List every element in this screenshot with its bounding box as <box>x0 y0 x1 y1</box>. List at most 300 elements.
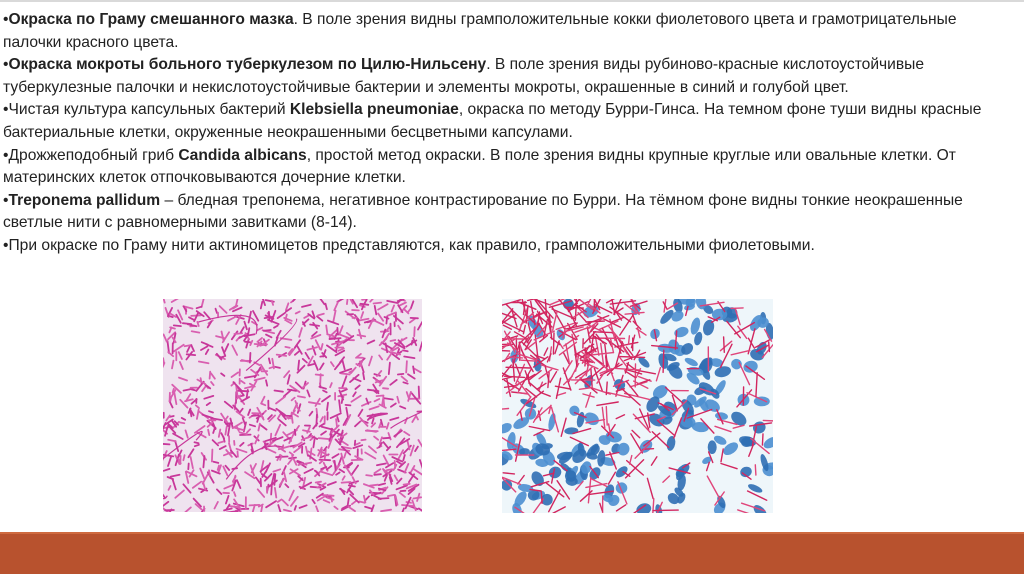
bacterium-rod <box>172 299 182 302</box>
acid-fast-rod <box>715 426 731 431</box>
bacterium-rod <box>301 483 312 489</box>
bacterium-rod <box>224 485 233 489</box>
bacterium-rod <box>168 457 171 466</box>
bacterium-rod <box>295 506 296 510</box>
bacterium-rod <box>250 505 260 506</box>
bacterium-rod <box>163 493 165 498</box>
bacterium-rod <box>195 445 199 446</box>
acid-fast-rod <box>756 373 757 397</box>
acid-fast-rod <box>651 457 657 465</box>
bacterium-rod <box>407 392 409 398</box>
bacterium-rod <box>392 305 395 311</box>
bacterium-rod <box>277 355 287 356</box>
yeast-cell <box>742 359 759 374</box>
acid-fast-rod <box>529 427 549 431</box>
bacterium-rod <box>166 416 170 421</box>
acid-fast-rod <box>550 372 556 383</box>
acid-fast-rod <box>762 434 763 445</box>
bacterium-rod <box>278 414 280 418</box>
acid-fast-rod <box>631 434 643 453</box>
bacterium-rod <box>343 476 345 480</box>
acid-fast-rod <box>625 312 644 314</box>
bacterium-rod <box>359 330 361 339</box>
bacterium-rod <box>283 445 284 449</box>
bacterium-rod <box>264 330 271 331</box>
bacterium-rod <box>180 362 183 369</box>
acid-fast-rod <box>647 478 653 498</box>
yeast-cell <box>729 409 750 429</box>
bacterium-rod <box>201 346 207 350</box>
bacterium-rod <box>365 453 375 459</box>
bacterium-rod <box>412 417 415 422</box>
bacterium-rod <box>327 403 328 410</box>
bacterium-rod <box>321 344 323 350</box>
bacterium-rod <box>212 450 213 462</box>
bacterium-rod <box>373 320 384 325</box>
acid-fast-rod <box>506 367 530 368</box>
bacterium-rod <box>333 311 335 322</box>
bacterium-rod <box>390 418 398 420</box>
bacterium-rod <box>258 489 265 497</box>
bacterium-rod <box>320 356 324 357</box>
bacterium-rod <box>202 300 204 308</box>
bacterium-rod <box>346 408 348 419</box>
bacterium-rod <box>321 431 326 434</box>
bacterium-rod <box>226 511 237 512</box>
bacterium-rod <box>320 460 331 461</box>
ziehl-neelsen-micrograph-image <box>502 299 773 513</box>
bacterium-rod <box>412 393 419 401</box>
bacterium-rod <box>307 347 317 350</box>
bacterium-rod <box>274 474 275 485</box>
bacterium-rod <box>360 319 369 321</box>
bacterium-rod <box>390 380 396 385</box>
bacterium-rod <box>387 423 389 429</box>
bacterium-rod <box>284 510 291 512</box>
bacterium-rod <box>364 496 366 503</box>
bacterium-rod <box>419 509 422 513</box>
bacterium-rod <box>308 455 316 461</box>
bacterium-rod <box>326 304 327 310</box>
bacterium-rod <box>403 350 408 351</box>
bacterium-rod <box>240 443 244 446</box>
bacterium-rod <box>417 494 419 501</box>
bacterium-rod <box>302 305 311 307</box>
bacterium-rod <box>349 507 356 511</box>
bacterium-rod <box>342 376 346 387</box>
bacterium-rod <box>228 317 236 321</box>
bacterium-rod <box>304 469 312 473</box>
bacterium-rod <box>415 447 418 452</box>
yeast-cell <box>673 325 690 339</box>
bacterium-rod <box>260 425 266 430</box>
acid-fast-rod <box>580 491 592 501</box>
bacterium-rod <box>350 375 359 382</box>
bacterium-rod <box>272 301 273 305</box>
bacterium-rod <box>288 375 290 384</box>
bacterium-rod <box>383 388 388 389</box>
bacterium-rod <box>250 425 255 427</box>
bacterium-rod <box>327 466 332 470</box>
bacterium-rod <box>262 397 265 403</box>
bacterium-rod <box>299 328 302 337</box>
acid-fast-rod <box>653 510 678 511</box>
acid-fast-rod <box>551 337 560 344</box>
bacterium-rod <box>320 374 321 384</box>
paragraph-gram-mixed: •Окраска по Граму смешанного мазка. В поле зрения видны грамположительные кокки фиолетового цвета и грамотрицательные палочки красного цвета. <box>3 11 957 51</box>
bacterium-rod <box>215 502 218 509</box>
bacterium-rod <box>411 446 414 456</box>
bacterium-rod <box>316 375 323 376</box>
acid-fast-rod <box>553 312 557 330</box>
bacterium-rod <box>261 404 265 406</box>
yeast-cell <box>564 427 578 435</box>
acid-fast-rod <box>616 415 624 419</box>
bacterium-rod <box>375 399 380 401</box>
bacterium-rod <box>404 484 410 485</box>
acid-fast-rod <box>663 350 664 372</box>
bacterium-rod <box>347 299 348 304</box>
bacterium-rod <box>240 409 243 413</box>
bacterium-rod <box>387 354 391 360</box>
bacterium-rod <box>187 346 190 352</box>
acid-fast-rod <box>541 492 542 504</box>
bacterium-rod <box>237 427 239 431</box>
bacterium-rod <box>337 417 338 421</box>
acid-fast-rod <box>518 476 524 485</box>
acid-fast-rod <box>553 333 554 354</box>
acid-fast-rod <box>583 394 594 397</box>
bacterium-rod <box>256 477 260 483</box>
bacterium-rod <box>236 299 238 306</box>
bacterium-rod <box>327 498 333 500</box>
bacterium-rod <box>197 307 202 309</box>
bacterium-rod <box>339 400 340 411</box>
acid-fast-rod <box>597 402 618 405</box>
bacterium-rod <box>250 353 251 363</box>
acid-fast-rod <box>502 351 510 352</box>
acid-fast-rod <box>503 473 514 474</box>
bacterium-rod <box>331 362 334 366</box>
bacterium-rod <box>300 505 307 508</box>
bacterium-rod <box>248 410 250 416</box>
bacterium-rod <box>389 363 390 374</box>
bacterium-rod <box>193 482 201 488</box>
bacterium-rod <box>387 301 397 303</box>
acid-fast-rod <box>617 505 626 511</box>
bacterium-rod <box>385 476 387 481</box>
acid-fast-rod <box>619 357 628 369</box>
bacterium-rod <box>397 397 399 403</box>
bacterium-rod <box>322 396 330 402</box>
bacterium-rod <box>355 385 359 389</box>
bacterium-rod <box>244 322 247 330</box>
bacterium-rod <box>188 449 193 457</box>
bacterium-rod <box>402 508 404 512</box>
acid-fast-rod <box>516 364 521 375</box>
bacterium-rod <box>164 469 170 471</box>
bacterium-rod <box>273 469 280 471</box>
bacterium-rod <box>340 335 348 338</box>
bacterium-rod <box>296 382 302 388</box>
bacterium-rod <box>269 358 270 363</box>
bacterium-rod <box>414 368 421 372</box>
bacterium-rod <box>196 405 199 408</box>
acid-fast-rod <box>586 321 604 322</box>
bacterium-rod <box>186 430 188 437</box>
bacterium-rod <box>370 485 378 486</box>
acid-fast-rod <box>731 350 750 354</box>
bacterium-rod <box>175 490 184 497</box>
slide-text <box>3 9 1013 258</box>
bacterium-rod <box>209 470 210 475</box>
bacterium-rod <box>283 500 288 505</box>
bacterium-rod <box>324 500 330 503</box>
bacterium-rod <box>327 334 335 336</box>
bacterium-rod <box>169 328 171 333</box>
bacterium-rod <box>404 357 414 359</box>
ziehl-neelsen-micrograph <box>502 299 773 513</box>
bacterium-rod <box>163 502 168 508</box>
bacterium-rod <box>327 345 337 352</box>
bacterium-rod <box>260 344 267 345</box>
bacterium-rod <box>316 506 319 512</box>
bacterium-rod <box>275 488 276 498</box>
bacterium-rod <box>247 429 250 432</box>
bacterium-rod <box>179 378 187 381</box>
bacterium-rod <box>314 361 318 370</box>
bacterium-rod <box>383 442 387 447</box>
bacterium-rod <box>163 363 164 368</box>
bacterium-rod <box>420 342 422 351</box>
bacterium-rod <box>418 440 422 450</box>
bacterium-rod <box>179 352 182 359</box>
bacterium-rod <box>375 306 377 315</box>
acid-fast-rod <box>738 510 750 513</box>
bacterium-rod <box>182 418 186 420</box>
yeast-cell <box>615 441 631 458</box>
bacterium-rod <box>381 510 391 512</box>
bacterium-rod <box>186 472 189 483</box>
bacterium-rod <box>418 322 422 330</box>
bacterium-rod <box>237 480 240 488</box>
acid-fast-rod <box>599 321 618 330</box>
bacterium-rod <box>275 425 280 436</box>
acid-fast-rod <box>553 507 565 513</box>
bacterium-rod <box>335 361 342 369</box>
bacterium-rod <box>331 413 341 418</box>
acid-fast-rod <box>606 407 607 426</box>
acid-fast-rod <box>721 464 737 469</box>
footer-accent-bar <box>0 532 1024 574</box>
bacterium-rod <box>183 484 190 492</box>
bacterium-rod <box>316 482 321 483</box>
bacterium-rod <box>355 422 360 427</box>
bacterium-rod <box>320 424 324 427</box>
bacterium-rod <box>292 398 295 401</box>
bacterium-rod <box>252 415 259 416</box>
acid-fast-rod <box>602 407 605 428</box>
bacterium-rod <box>257 328 262 331</box>
acid-fast-rod <box>733 425 744 428</box>
paragraph-actinomycetes: •При окраске по Граму нити актиномицетов представляются, как правило, грамположительными фиолетовыми. <box>3 236 815 254</box>
yeast-cell <box>730 358 743 371</box>
bacterium-rod <box>374 469 380 473</box>
bacterium-rod <box>330 383 332 387</box>
bacterium-rod <box>200 469 204 479</box>
bacterium-rod <box>388 313 396 316</box>
bacterium-rod <box>316 399 320 406</box>
bacterium-rod <box>225 344 229 352</box>
bacterium-rod <box>313 440 314 448</box>
bacterium-rod <box>173 479 176 489</box>
bacterium-rod <box>278 505 280 512</box>
bacterium-rod <box>225 427 226 435</box>
bacterium-rod <box>348 489 353 494</box>
bacterium-rod <box>370 299 375 302</box>
bacterium-rod <box>250 341 252 345</box>
bacterium-rod <box>398 374 404 375</box>
bacterium-rod <box>387 469 392 470</box>
bacterium-rod <box>339 326 342 334</box>
bacterium-rod <box>295 351 300 355</box>
bacterium-rod <box>334 507 337 510</box>
bacterium-rod <box>213 428 215 433</box>
acid-fast-rod <box>769 342 770 352</box>
bacterium-rod <box>322 472 333 475</box>
bacterium-rod <box>294 447 301 452</box>
bacterium-rod <box>163 299 164 303</box>
bacterium-rod <box>214 462 219 463</box>
bacterium-rod <box>211 373 215 378</box>
bacterium-rod <box>191 457 193 468</box>
bacterium-rod <box>317 316 322 320</box>
bacterium-rod <box>289 491 294 501</box>
top-border <box>0 0 1024 2</box>
acid-fast-rod <box>521 360 535 361</box>
bacterium-rod <box>206 350 209 355</box>
bacterium-rod <box>204 396 213 399</box>
bacterium-rod <box>241 327 244 332</box>
bacterium-rod <box>209 411 213 412</box>
bacterium-rod <box>271 484 272 495</box>
bacterium-rod <box>207 403 210 405</box>
yeast-cell <box>712 309 727 320</box>
footer-accent-highlight <box>0 532 1024 534</box>
bacterium-rod <box>255 378 265 381</box>
bacterium-rod <box>378 314 383 321</box>
bacterium-rod <box>274 326 278 328</box>
acid-fast-rod <box>507 379 511 396</box>
bacterium-rod <box>191 389 195 390</box>
bacterium-rod <box>257 418 258 422</box>
bacterium-rod <box>307 390 309 396</box>
acid-fast-rod <box>707 476 719 499</box>
bacterium-rod <box>246 339 249 348</box>
bacterium-rod <box>404 432 409 435</box>
bacterium-rod <box>226 496 229 504</box>
bacterium-rod <box>319 438 331 439</box>
bacterium-rod <box>186 352 192 360</box>
bacterium-rod <box>335 461 336 470</box>
bacterium-rod <box>361 440 365 441</box>
bacterium-rod <box>347 333 351 336</box>
bacterium-rod <box>218 442 223 444</box>
yeast-cell <box>754 397 770 407</box>
bacterium-rod <box>310 412 313 416</box>
bacterium-rod <box>173 389 174 393</box>
bacterium-rod <box>295 430 296 435</box>
bacterium-rod <box>319 299 325 304</box>
bacterium-rod <box>197 322 198 326</box>
bacterium-rod <box>379 484 385 486</box>
bacterium-rod <box>377 464 386 466</box>
yeast-cell <box>739 465 753 478</box>
bacterium-rod <box>276 397 285 404</box>
bacterium-rod <box>352 501 357 505</box>
bacterium-rod <box>285 347 289 348</box>
acid-fast-rod <box>727 321 740 337</box>
bacterium-rod <box>266 380 267 385</box>
bacterium-rod <box>325 450 326 459</box>
bacterium-rod <box>374 437 378 440</box>
bacterium-rod <box>341 373 350 374</box>
bacterium-rod <box>336 419 337 427</box>
bacterium-rod <box>400 493 405 497</box>
bacterium-rod <box>211 382 214 385</box>
acid-fast-rod <box>502 409 509 410</box>
bacterium-rod <box>361 312 363 318</box>
acid-fast-rod <box>509 357 522 358</box>
bacterium-rod <box>411 301 413 307</box>
bacterium-rod <box>194 313 198 321</box>
bacterium-rod <box>391 340 396 341</box>
bacterium-rod <box>322 427 333 430</box>
bacterium-rod <box>378 304 388 309</box>
acid-fast-rod <box>724 337 725 352</box>
acid-fast-rod <box>588 478 590 503</box>
bacterium-rod <box>190 410 191 417</box>
bacterium-rod <box>298 396 305 397</box>
acid-fast-rod <box>629 336 630 345</box>
bacterium-rod <box>332 454 338 458</box>
bacterium-rod <box>366 475 372 476</box>
acid-fast-rod <box>663 476 670 482</box>
bacterium-rod <box>320 417 323 422</box>
bacterium-rod <box>320 363 324 369</box>
bacterium-rod <box>403 382 407 383</box>
bacterium-rod <box>374 474 381 475</box>
bacterium-rod <box>171 475 180 477</box>
bacterium-rod <box>342 389 347 391</box>
bacterium-rod <box>174 325 181 326</box>
acid-fast-rod <box>593 332 612 333</box>
bacterium-rod <box>168 440 176 442</box>
bacterium-rod <box>403 455 405 460</box>
bacterium-rod <box>275 391 283 392</box>
bacterium-rod <box>192 331 200 332</box>
bacterium-rod <box>237 391 249 392</box>
bacterium-rod <box>362 402 371 406</box>
acid-fast-rod <box>561 418 566 436</box>
bacterium-rod <box>220 306 227 313</box>
bacterium-rod <box>342 482 351 483</box>
bacterium-rod <box>382 398 383 405</box>
bacterium-rod <box>268 408 275 411</box>
bacterium-rod <box>180 423 184 424</box>
bacterium-rod <box>195 442 199 443</box>
bacterium-rod <box>191 345 194 351</box>
